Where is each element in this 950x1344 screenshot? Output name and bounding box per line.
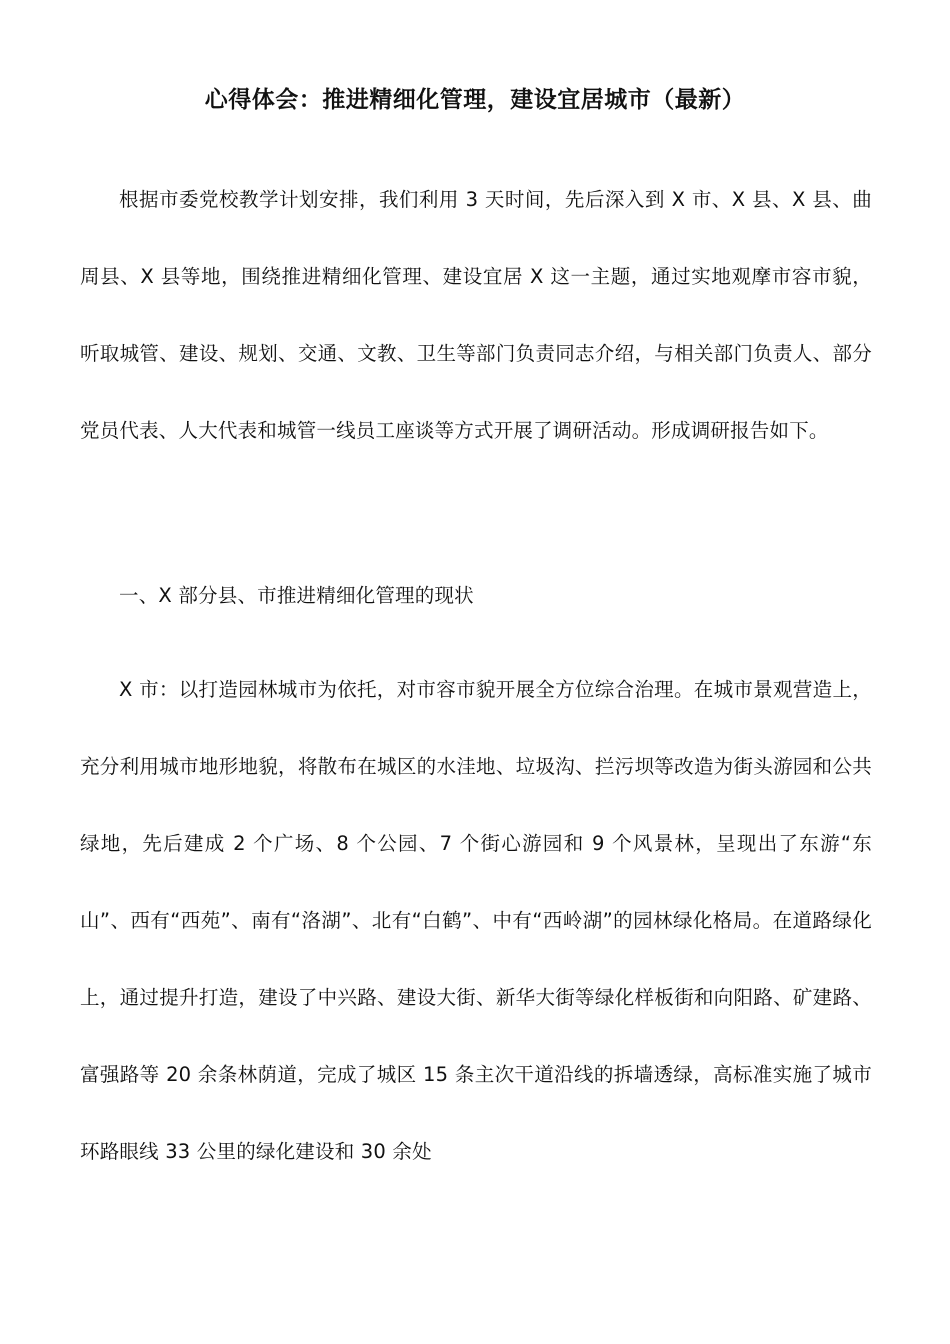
body-paragraph: X 市：以打造园林城市为依托，对市容市貌开展全方位综合治理。在城市景观营造上，充分利用城市地形地貌，将散布在城区的水洼地、垃圾沟、拦污坝等改造为街头游园和公共绿地，先后建成 2 个广场、8 个公园、7 个街心游园和 9 个风景林，呈现出了东游“东山”、西有“西苑”、南有“洛湖”、北有“白鹤”、中有“西岭湖”的园林绿化格局。在道路绿化上，通过提升打造，建设了中兴路、建设大街、新华大街等绿化样板街和向阳路、矿建路、富强路等 20 余条林荫道，完成了城区 15 条主次干道沿线的拆墙透绿，高标准实施了城市环路眼线 33 公里的绿化建设和 30 余处 — [80, 678, 872, 1163]
section-heading: 一、X 部分县、市推进精细化管理的现状 — [119, 584, 474, 607]
intro-paragraph: 根据市委党校教学计划安排，我们利用 3 天时间，先后深入到 X 市、X 县、X 县、曲周县、X 县等地，围绕推进精细化管理、建设宜居 X 这一主题，通过实地观摩市容市貌，听取城管、建设、规划、交通、文教、卫生等部门负责同志介绍，与相关部门负责人、部分党员代表、人大代表和城管一线员工座谈等方式开展了调研活动。形成调研报告如下。 — [80, 188, 872, 442]
document-title: 心得体会：推进精细化管理，建设宜居城市（最新） — [204, 87, 746, 113]
